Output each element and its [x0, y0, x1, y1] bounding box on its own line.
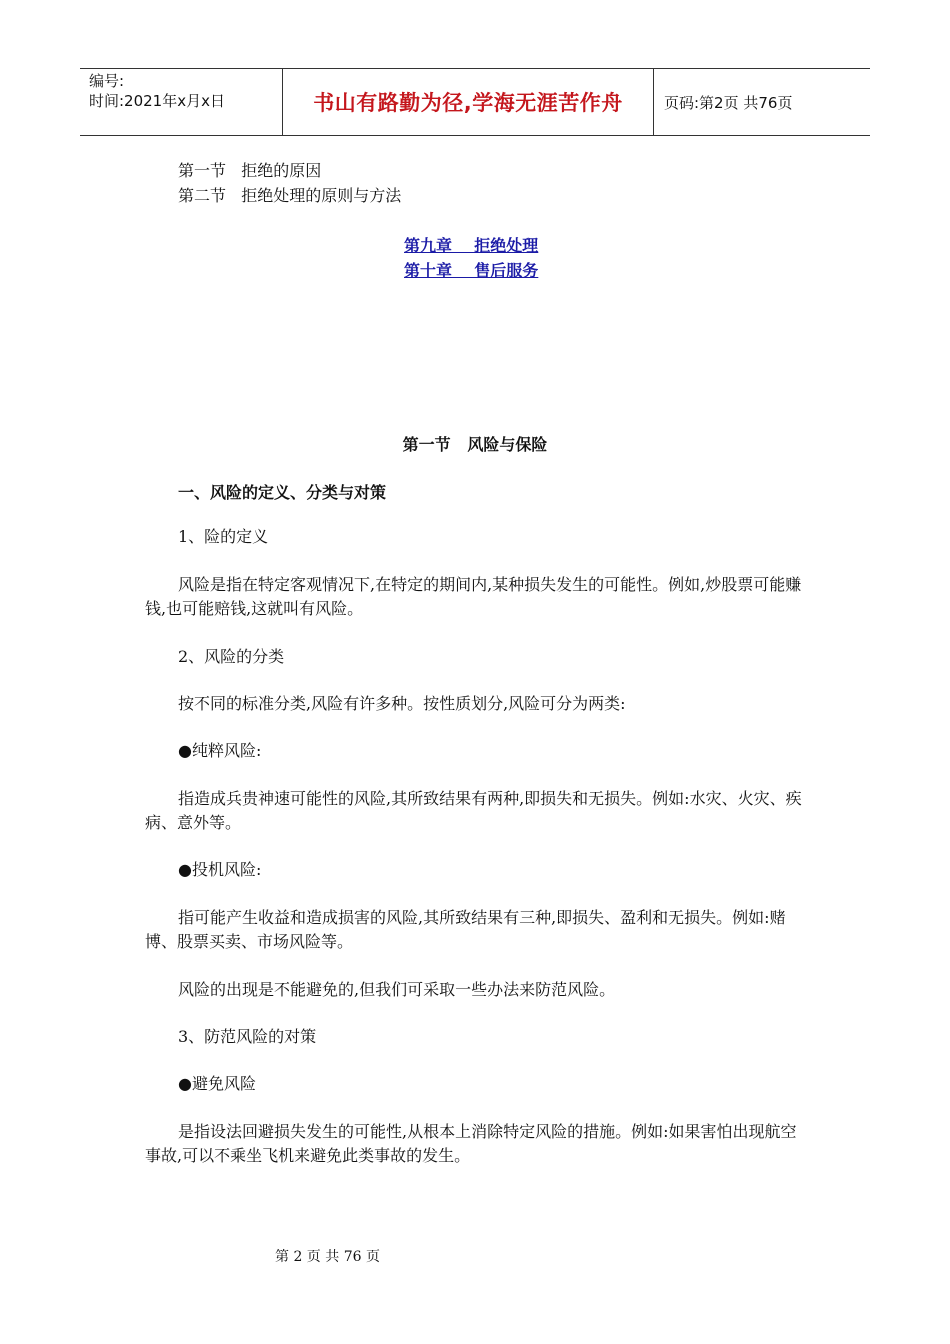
- chapter-link-10[interactable]: 第十章 售后服务: [404, 261, 539, 280]
- section-title: 第一节 风险与保险: [402, 435, 548, 454]
- toc-section-1: 第一节 拒绝的原因: [178, 161, 322, 180]
- item3-title: 3、防范风险的对策: [178, 1027, 317, 1046]
- avoid-title: ●避免风险: [178, 1074, 256, 1093]
- item1-text: 风险是指在特定客观情况下,在特定的期间内,某种损失发生的可能性。例如,炒股票可能赚钱,也可能赔钱,这就叫有风险。: [145, 575, 802, 618]
- document-number-label: 编号:: [89, 72, 125, 90]
- subheading: 一、风险的定义、分类与对策: [178, 483, 387, 502]
- page-header: [80, 68, 870, 136]
- header-motto: 书山有路勤为径,学海无涯苦作舟: [313, 91, 623, 115]
- header-meta: [80, 69, 282, 135]
- item2-title: 2、风险的分类: [178, 647, 285, 666]
- header-motto-cell: [282, 69, 654, 135]
- spec-risk-text: 指可能产生收益和造成损害的风险,其所致结果有三种,即损失、盈利和无损失。例如:赌博、股票买卖、市场风险等。: [145, 908, 786, 951]
- chapter-link-9[interactable]: 第九章 拒绝处理: [404, 236, 539, 255]
- pure-risk-title: ●纯粹风险:: [178, 741, 262, 760]
- item2-intro: 按不同的标准分类,风险有许多种。按性质划分,风险可分为两类:: [178, 694, 626, 713]
- risk-note: 风险的出现是不能避免的,但我们可采取一些办法来防范风险。: [178, 980, 616, 999]
- header-page-info: 页码:第2页 共76页: [664, 93, 793, 112]
- document-time-label: 时间:2021年x月x日: [89, 92, 225, 110]
- spec-risk-title: ●投机风险:: [178, 860, 262, 879]
- page-footer: 第 2 页 共 76 页: [275, 1249, 380, 1265]
- toc-section-2: 第二节 拒绝处理的原则与方法: [178, 186, 402, 205]
- item1-title: 1、险的定义: [178, 527, 269, 546]
- avoid-text: 是指设法回避损失发生的可能性,从根本上消除特定风险的措施。例如:如果害怕出现航空事故,可以不乘坐飞机来避免此类事故的发生。: [145, 1122, 797, 1165]
- pure-risk-text: 指造成兵贵神速可能性的风险,其所致结果有两种,即损失和无损失。例如:水灾、火灾、疾病、意外等。: [145, 789, 802, 832]
